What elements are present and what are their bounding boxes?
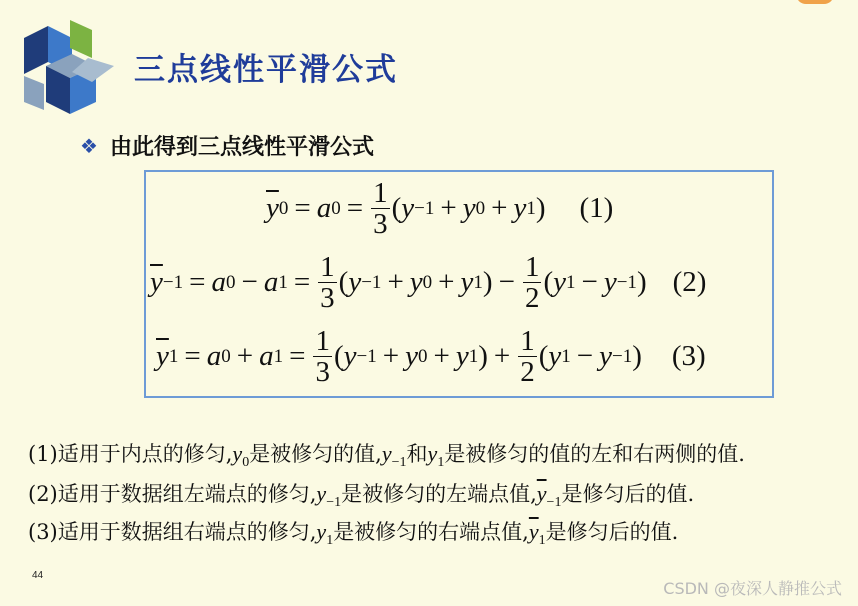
bullet-line bbox=[80, 130, 374, 161]
page-number: 44 bbox=[32, 570, 44, 581]
note-1: (1)适用于内点的修匀$,y_0$是被修匀的值$,y_{-1}$和$y_1$是被修匀的值的左和右两侧的值. bbox=[28, 441, 745, 470]
note-2: (2)适用于数据组左端点的修匀$,y_{-1}$是被修匀的左端点值$,\overline{y}_{-1}$是修匀后的值. bbox=[28, 481, 695, 510]
note-3: (3)适用于数据组右端点的修匀$,y_1$是被修匀的右端点值$,\overline{y}_1$是修匀后的值. bbox=[28, 519, 679, 548]
watermark: CSDN @夜深人静推公式 bbox=[663, 579, 842, 598]
formula-3: $\overline{y}$ 1 = a 0 + a 1 = $\frac{1}{3}$ ( y −1 + y 0 + y 1 ) + $\frac{1}{2}$ ( y 1 − y −1 ) (3) bbox=[156, 325, 706, 389]
formula-1: $\overline{y}$ 0 = a 0 = $\frac{1}{3}$ ( y −1 + y 0 + y 1 ) (1) bbox=[266, 177, 614, 241]
formula-1-label: (1) bbox=[579, 192, 614, 225]
slide-title: 三点线性平滑公式 bbox=[134, 52, 398, 88]
formula-2: $\overline{y}$ −1 = a 0 − a 1 = $\frac{1}{3}$ ( y −1 + y 0 + y 1 ) − $\frac{1}{2}$ ( y 1 − y −1 ) (2) bbox=[150, 251, 707, 315]
cube-stack-logo bbox=[22, 18, 122, 118]
formula-2-label: (2) bbox=[672, 266, 707, 299]
four-diamond-bullet-icon: ❖ bbox=[80, 133, 98, 158]
corner-tab bbox=[796, 0, 834, 4]
bullet-text: 由此得到三点线性平滑公式 bbox=[109, 135, 374, 160]
formula-box bbox=[144, 170, 774, 398]
formula-3-label: (3) bbox=[671, 340, 706, 373]
